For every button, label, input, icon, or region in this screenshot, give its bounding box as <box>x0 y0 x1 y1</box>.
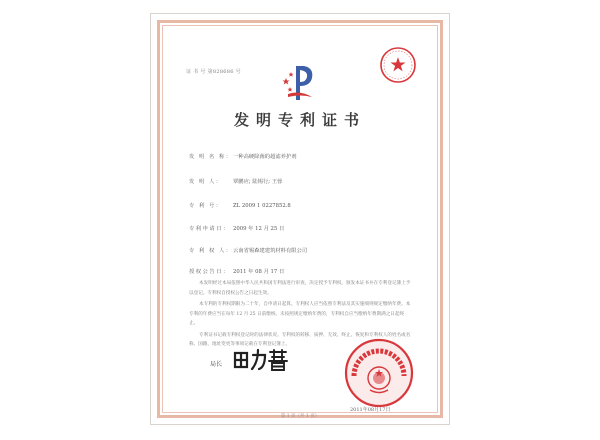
field-patentee <box>189 246 307 254</box>
field-value: 2009 年 12 月 25 日 <box>233 226 285 232</box>
field-invention-name <box>189 152 297 160</box>
field-inventors <box>189 177 282 185</box>
field-value: 覃鹏应; 陆锡行; 王蓉 <box>233 179 283 185</box>
signer-label: 局长 <box>210 361 223 368</box>
sipo-logo-icon <box>282 64 318 102</box>
patent-certificate <box>151 14 449 424</box>
field-value: 云南省锡森建建筑材料有限公司 <box>233 248 308 254</box>
field-value: ZL 2009 1 0227852.8 <box>233 203 291 209</box>
field-label: 专利申请日： <box>189 226 230 232</box>
field-value: 2011 年 08 月 17 日 <box>233 269 285 275</box>
field-label: 专 利 号： <box>189 203 223 209</box>
field-value: 一种高硬除菌的超滤养护剂 <box>233 154 297 160</box>
seal-date: 2011年08月17日 <box>350 407 391 413</box>
field-patent-number <box>189 201 291 209</box>
field-label: 发 明 名 称： <box>189 154 233 160</box>
body-paragraph: 本发明经过本局依照中华人民共和国专利法进行审查，决定授予专利权，颁发本证书并在专利登记簿上予以登记。专利权自授权公告之日起生效。 <box>189 281 411 296</box>
field-application-date <box>189 224 284 232</box>
signature-icon <box>232 348 292 372</box>
certificate-title: 发明专利证书 <box>233 111 366 129</box>
field-label: 专 利 权 人： <box>189 248 233 254</box>
official-seal-icon <box>344 338 414 408</box>
body-paragraph: 本专利的专利权期限为二十年，自申请日起算。专利权人应当依照专利法及其实施细则规定缴纳年费。本专利的年费应当在每年 12 月 25 日前缴纳。未按照规定缴纳年费的，专利权自应当缴纳年费期满之日起终止。 <box>189 302 411 326</box>
field-label: 发 明 人： <box>189 179 223 185</box>
body-paragraph: 专利证书记载专利权登记时的法律状况。专利权的转移、质押、无效、终止、恢复和专利权人的姓名或名称、国籍、地址变更等事项记载在专利登记簿上。 <box>189 332 411 347</box>
page-number: 第 1 页（共 1 页） <box>280 414 320 419</box>
field-grant-date <box>189 267 284 275</box>
small-seal-icon <box>379 45 417 85</box>
certificate-number: 证 书 号 第828686 号 <box>186 69 241 75</box>
field-label: 授权公告日： <box>189 269 230 275</box>
